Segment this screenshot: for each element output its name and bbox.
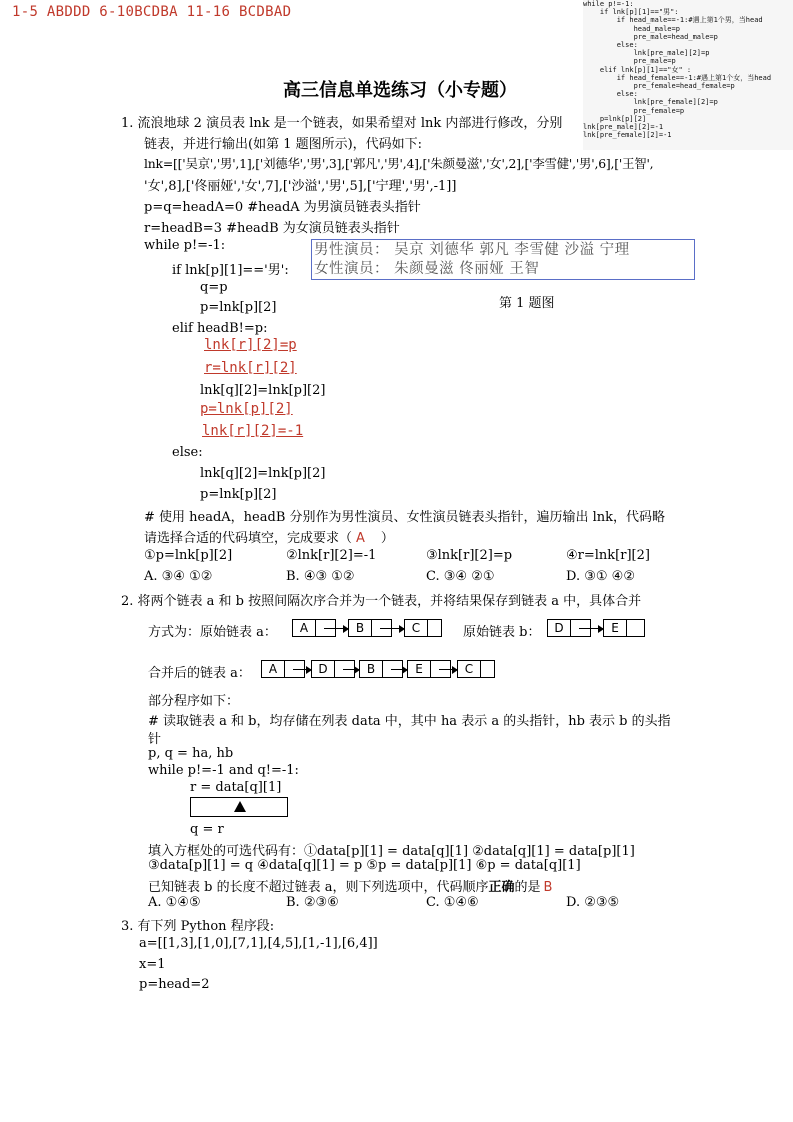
q2-fill-options: 填入方框处的可选代码有：①data[p][1] = data[q][1] ②data[q][1] = data[p][1] xyxy=(148,844,635,859)
q1-code-line: lnk[q][2]=lnk[p][2] xyxy=(200,466,326,481)
q2-answer: B xyxy=(543,880,553,895)
q1-code-line: p=lnk[p][2] xyxy=(200,300,277,315)
q1-option-item: ③lnk[r][2]=p xyxy=(426,548,513,563)
q1-prompt-close: ） xyxy=(380,531,394,546)
link-arrow xyxy=(343,669,359,670)
node-value: A xyxy=(262,661,285,677)
q1-stem: 1. 流浪地球 2 演员表 lnk 是一个链表，如果希望对 lnk 内部进行修改，分别 xyxy=(121,116,563,131)
q2-known-text: 已知链表 b 的长度不超过链表 a，则下列选项中，代码顺序 xyxy=(148,880,489,895)
code-line: lnk[pre_female][2]=p xyxy=(583,98,718,107)
male-output-line: 男性演员： 吴京 刘德华 郭凡 李雪健 沙溢 宁理 xyxy=(314,242,630,258)
q1-option-item: ①p=lnk[p][2] xyxy=(144,548,233,563)
q1-choice-c: C. ③④ ②① xyxy=(426,569,495,584)
q1-lnk-def-cont: '女',8],['佟丽娅','女',7],['沙溢','男',5],['宁理','男',-1]] xyxy=(144,179,457,194)
q2-code-line: r = data[q][1] xyxy=(190,780,282,795)
q1-option-item: ②lnk[r][2]=-1 xyxy=(286,548,377,563)
list-a-node xyxy=(404,619,442,637)
q1-fill-4: lnk[r][2]=-1 xyxy=(202,423,304,439)
q1-stem-cont: 链表，并进行输出(如第 1 题图所示)，代码如下: xyxy=(144,137,423,152)
q2-known-emphasis: 正确 xyxy=(488,880,515,895)
q1-choice-b: B. ④③ ①② xyxy=(286,569,355,584)
code-line: lnk[pre_male][2]=p xyxy=(583,49,710,58)
female-output-line: 女性演员： 朱颜曼滋 佟丽娅 王智 xyxy=(314,261,540,277)
code-line: else: xyxy=(583,90,638,99)
merged-node xyxy=(457,660,495,678)
q2-comment: # 读取链表 a 和 b，均存储在列表 data 中，其中 ha 表示 a 的头指针，hb 表示 b 的头指 xyxy=(148,714,671,729)
code-line: if head_male==-1:#遇上第1个男，当head xyxy=(583,16,763,25)
node-value: A xyxy=(293,620,316,636)
node-value: D xyxy=(312,661,335,677)
q1-code-line: q=p xyxy=(200,280,228,295)
q1-fill-1: lnk[r][2]=p xyxy=(204,337,297,353)
q1-code-line: lnk[q][2]=lnk[p][2] xyxy=(200,383,326,398)
link-arrow xyxy=(391,669,407,670)
q1-choice-a: A. ③④ ①② xyxy=(144,569,213,584)
q3-code-line: a=[[1,3],[1,0],[7,1],[4,5],[1,-1],[6,4]] xyxy=(139,936,378,951)
code-line: pre_male=head_male=p xyxy=(583,32,718,41)
code-line: while p!=-1: xyxy=(583,0,634,8)
q2-choice-b: B. ②③⑥ xyxy=(286,895,339,910)
q1-code-line: while p!=-1: xyxy=(144,238,226,253)
q1-code-line: p=q=headA=0 #headA 为男演员链表头指针 xyxy=(144,200,421,215)
code-line: pre_male=p xyxy=(583,57,676,66)
link-arrow xyxy=(380,628,404,629)
figure-caption: 第 1 题图 xyxy=(499,296,555,311)
q1-option-item: ④r=lnk[r][2] xyxy=(566,548,650,563)
node-value: C xyxy=(405,620,428,636)
q2-method-label: 方式为：原始链表 a： xyxy=(148,625,277,640)
code-line: p=lnk[p][2] xyxy=(583,114,647,123)
triangle-icon xyxy=(234,801,246,812)
node-value: D xyxy=(548,620,571,636)
q2-comment-cont: 针 xyxy=(148,732,162,747)
node-value: E xyxy=(408,661,431,677)
q1-fill-2: r=lnk[r][2] xyxy=(204,360,297,376)
answer-key: 1-5 ABDDD 6-10BCDBA 11-16 BCDBAD xyxy=(12,4,292,20)
q2-known-end: 的是 xyxy=(514,880,541,895)
q2-choice-c: C. ①④⑥ xyxy=(426,895,479,910)
q1-code-line: else: xyxy=(172,445,203,460)
q3-stem: 3. 有下列 Python 程序段: xyxy=(121,919,275,934)
code-line: else: xyxy=(583,41,638,50)
link-arrow xyxy=(439,669,457,670)
q1-code-line: p=lnk[p][2] xyxy=(200,487,277,502)
page-title: 高三信息单选练习（小专题） xyxy=(283,80,517,101)
q1-code-line: elif headB!=p: xyxy=(172,321,268,336)
q2-stem: 2. 将两个链表 a 和 b 按照间隔次序合并为一个链表，并将结果保存到链表 a 中，具体合并 xyxy=(121,594,642,609)
code-line: lnk[pre_female][2]=-1 xyxy=(583,131,672,140)
link-arrow xyxy=(293,669,311,670)
q2-code-line: while p!=-1 and q!=-1: xyxy=(148,763,299,778)
node-value: C xyxy=(458,661,481,677)
q1-output-figure xyxy=(311,239,695,280)
q2-fill-options-cont: ③data[p][1] = q ④data[q][1] = p ⑤p = data[p][1] ⑥p = data[q][1] xyxy=(148,858,581,873)
code-line: if head_female==-1:#遇上第1个女，当head xyxy=(583,73,772,82)
q3-code-line: x=1 xyxy=(139,957,166,972)
q1-choice-d: D. ③① ④② xyxy=(566,569,635,584)
q2-choice-d: D. ②③⑤ xyxy=(566,895,620,910)
q1-lnk-def: lnk=[['吴京','男',1],['刘德华','男',3],['郭凡','男',4],['朱颜曼滋','女',2],['李雪健','男',6],['王智', xyxy=(144,156,654,171)
node-value: B xyxy=(349,620,372,636)
q1-prompt: 请选择合适的代码填空，完成要求（ xyxy=(144,531,353,546)
q1-note-cont xyxy=(144,527,394,546)
code-line: elif lnk[p][1]=="女" : xyxy=(583,65,692,74)
node-value: B xyxy=(360,661,383,677)
q2-merged-label: 合并后的链表 a： xyxy=(148,666,251,681)
code-line: if lnk[p][1]=="男": xyxy=(583,8,679,17)
q3-code-line: p=head=2 xyxy=(139,977,210,992)
q2-code-line: p, q = ha, hb xyxy=(148,746,234,761)
node-value: E xyxy=(604,620,627,636)
reference-code-panel xyxy=(583,0,793,150)
q1-answer: A xyxy=(356,531,365,546)
q2-choice-a: A. ①④⑤ xyxy=(148,895,201,910)
q1-note: # 使用 headA，headB 分别作为男性演员、女性演员链表头指针，遍历输出 lnk，代码略 xyxy=(144,510,666,525)
q1-fill-3: p=lnk[p][2] xyxy=(200,401,293,417)
q2-known xyxy=(148,876,552,895)
q1-code-line: r=headB=3 #headB 为女演员链表头指针 xyxy=(144,221,400,236)
code-line: head_male=p xyxy=(583,24,680,33)
list-b-node xyxy=(603,619,645,637)
code-line: pre_female=head_female=p xyxy=(583,82,735,91)
q2-code-line: q = r xyxy=(190,822,224,837)
code-line: pre_female=p xyxy=(583,106,685,115)
link-arrow xyxy=(324,628,348,629)
q1-code-line: if lnk[p][1]=='男': xyxy=(172,263,289,278)
link-arrow xyxy=(579,628,603,629)
q2-list-b-label: 原始链表 b： xyxy=(463,625,541,640)
code-line: lnk[pre_male][2]=-1 xyxy=(583,123,664,132)
q2-blank-box xyxy=(190,797,288,817)
q2-part-label: 部分程序如下： xyxy=(148,694,240,709)
